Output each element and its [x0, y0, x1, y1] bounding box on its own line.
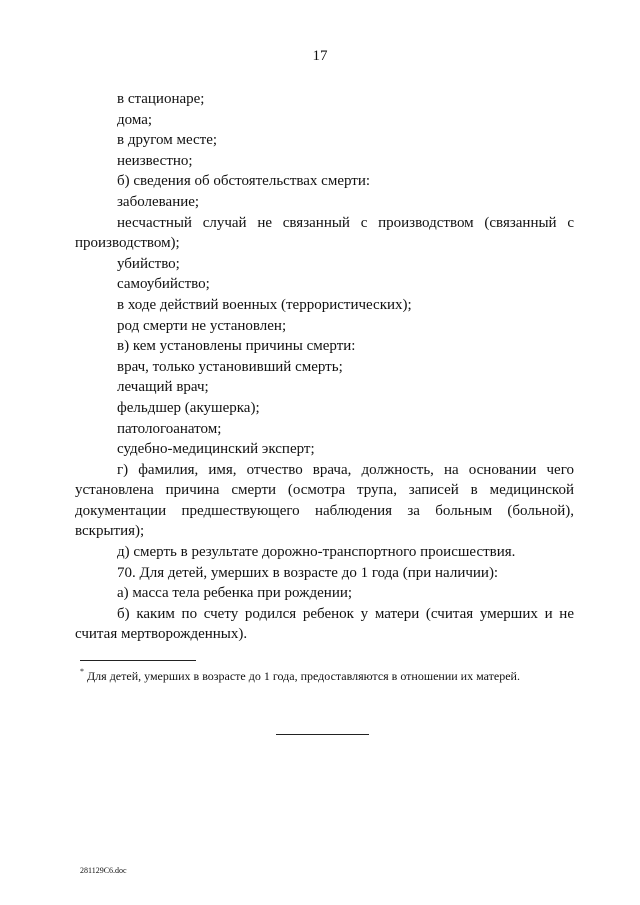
- footnote-text: Для детей, умерших в возрасте до 1 года, предоставляются в отношении их матерей.: [87, 669, 520, 683]
- list-item: заболевание;: [117, 193, 200, 210]
- document-body: [75, 89, 574, 645]
- footnote-separator: [80, 660, 196, 661]
- list-item: в ходе действий военных (террористических);: [117, 296, 412, 313]
- list-item: а) масса тела ребенка при рождении;: [117, 585, 353, 602]
- list-item: врач, только установивший смерть;: [117, 358, 343, 375]
- list-item: дома;: [117, 111, 153, 128]
- list-item: род смерти не установлен;: [117, 317, 287, 334]
- list-item: в другом месте;: [117, 132, 218, 149]
- list-item: в стационаре;: [117, 91, 205, 107]
- list-item: г) фамилия, имя, отчество врача, должность, на основании чего установлена причина смерти (осмотра трупа, записей в медицинской документации предшествующего наблюдения за больным (больной), вскрытия);: [75, 461, 574, 540]
- page-number: 17: [312, 48, 328, 64]
- footnote: [80, 668, 520, 684]
- list-item: фельдшер (акушерка);: [117, 399, 260, 416]
- list-item: лечащий врач;: [117, 379, 209, 396]
- list-item: б) каким по счету родился ребенок у матери (считая умерших и не считая мертворожденных).: [75, 605, 574, 643]
- file-name: 281129C6.doc: [80, 866, 127, 875]
- footnote-marker: *: [80, 667, 84, 676]
- end-of-document-rule: [276, 734, 369, 735]
- list-item: убийство;: [117, 255, 180, 272]
- list-item: несчастный случай не связанный с производством (связанный с производством);: [75, 214, 574, 252]
- list-item: д) смерть в результате дорожно-транспортного происшествия.: [117, 544, 516, 561]
- list-item: 70. Для детей, умерших в возрасте до 1 года (при наличии):: [117, 564, 499, 581]
- list-item: в) кем установлены причины смерти:: [117, 338, 356, 355]
- list-item: судебно-медицинский эксперт;: [117, 441, 315, 458]
- list-item: неизвестно;: [117, 152, 193, 169]
- list-item: самоубийство;: [117, 276, 210, 293]
- list-item: б) сведения об обстоятельствах смерти:: [117, 173, 371, 190]
- list-item: патологоанатом;: [117, 420, 222, 437]
